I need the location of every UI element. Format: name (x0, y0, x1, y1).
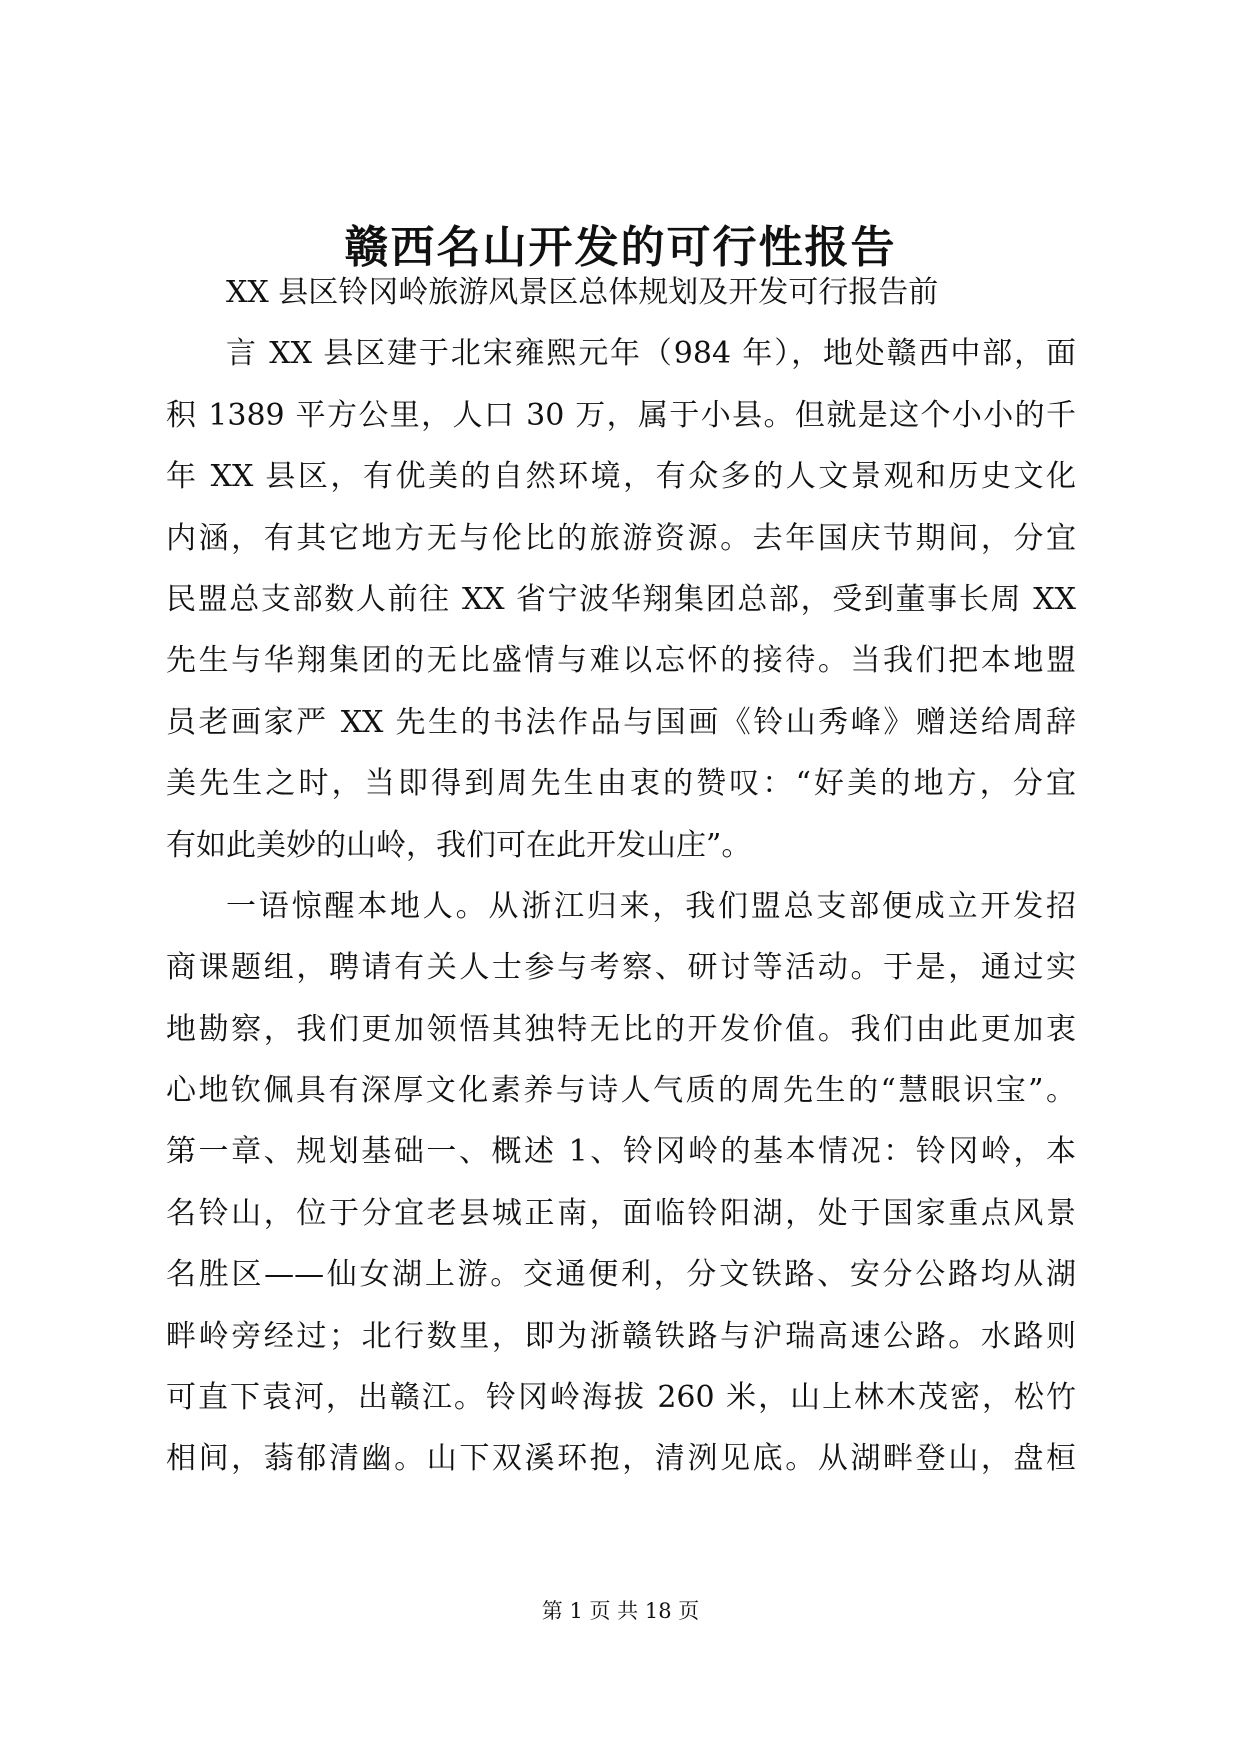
body-line: 一语惊醒本地人。从浙江归来，我们盟总支部便成立开发招 (226, 888, 1076, 924)
body-line: 美先生之时，当即得到周先生由衷的赞叹：“好美的地方，分宜 (166, 766, 1076, 802)
document-body (166, 262, 1076, 1490)
body-line: XX 县区铃冈岭旅游风景区总体规划及开发可行报告前 (226, 275, 939, 310)
body-line: 商课题组，聘请有关人士参与考察、研讨等活动。于是，通过实 (166, 950, 1076, 986)
body-line: 地勘察，我们更加领悟其独特无比的开发价值。我们由此更加衷 (166, 1011, 1076, 1047)
body-line: 先生与华翔集团的无比盛情与难以忘怀的接待。当我们把本地盟 (166, 643, 1076, 679)
body-line: 畔岭旁经过；北行数里，即为浙赣铁路与沪瑞高速公路。水路则 (166, 1318, 1076, 1354)
body-line: 名胜区——仙女湖上游。交通便利，分文铁路、安分公路均从湖 (166, 1257, 1076, 1293)
body-line: 民盟总支部数人前往 XX 省宁波华翔集团总部，受到董事长周 XX (166, 581, 1076, 617)
body-line: 年 XX 县区，有优美的自然环境，有众多的人文景观和历史文化 (166, 459, 1076, 495)
body-line: 可直下袁河，出赣江。铃冈岭海拔 260 米，山上林木茂密，松竹 (166, 1380, 1076, 1416)
document-title: 赣西名山开发的可行性报告 (344, 222, 897, 273)
body-line: 积 1389 平方公里，人口 30 万，属于小县。但就是这个小小的千 (166, 397, 1076, 433)
body-line: 名铃山，位于分宜老县城正南，面临铃阳湖，处于国家重点风景 (166, 1195, 1076, 1231)
body-line: 员老画家严 XX 先生的书法作品与国画《铃山秀峰》赠送给周辞 (166, 704, 1076, 740)
body-line: 相间，蓊郁清幽。山下双溪环抱，清洌见底。从湖畔登山，盘桓 (166, 1441, 1076, 1477)
body-line: 内涵，有其它地方无与伦比的旅游资源。去年国庆节期间，分宜 (166, 520, 1076, 556)
body-line: 心地钦佩具有深厚文化素养与诗人气质的周先生的“慧眼识宝”。 (166, 1073, 1076, 1109)
body-line: 第一章、规划基础一、概述 1、铃冈岭的基本情况：铃冈岭，本 (166, 1134, 1076, 1170)
body-line: 言 XX 县区建于北宋雍熙元年（984 年），地处赣西中部，面 (226, 336, 1076, 372)
page-footer: 第 1 页 共 18 页 (541, 1599, 700, 1623)
body-line: 有如此美妙的山岭，我们可在此开发山庄”。 (166, 827, 752, 863)
